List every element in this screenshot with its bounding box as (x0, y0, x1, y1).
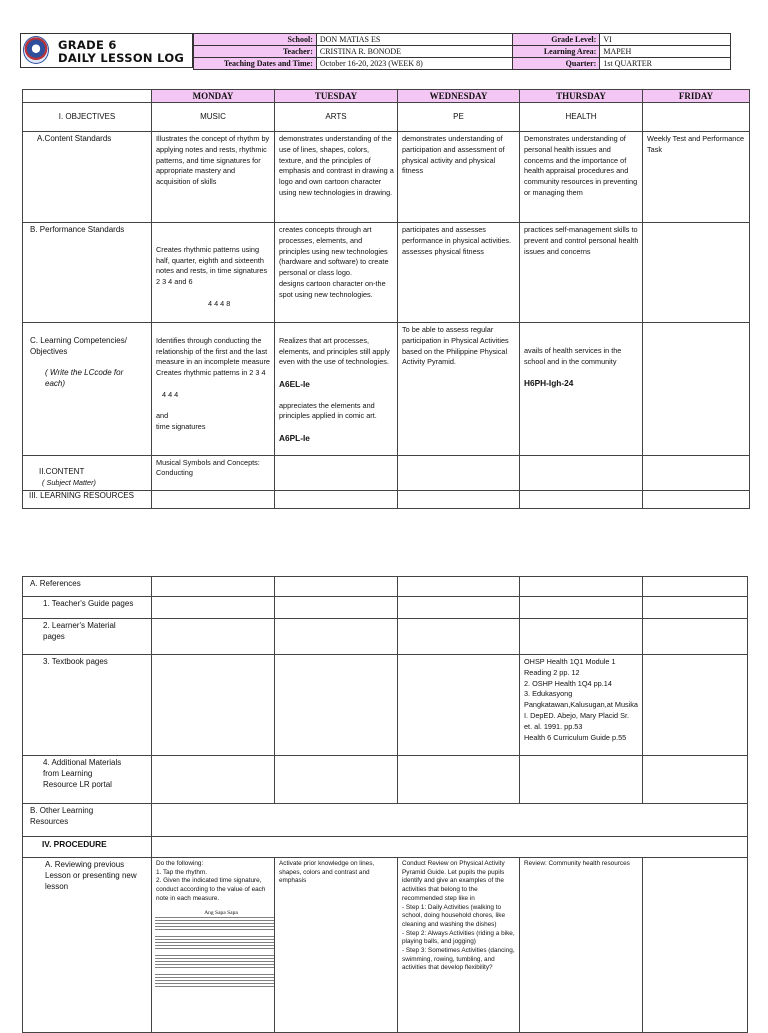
grade-level-label: Grade Level: (513, 34, 600, 46)
music-staff (155, 974, 275, 988)
textbook-health: OHSP Health 1Q1 Module 1 Reading 2 pp. 12 2. OSHP Health 1Q4 pp.14 3. Edukasyong Pangkatawan,Kalusugan,at Musika I. DepED. Abejo, Mary Placid Sr. et. al. 1991. pp.53 Health 6 Curriculum Guide p.55 (524, 657, 638, 742)
content-standard-friday: Weekly Test and Performance Task (647, 134, 745, 154)
subject-health: HEALTH (520, 103, 643, 132)
performance-standards-label: B. Performance Standards (30, 225, 125, 234)
corner-cell (23, 90, 152, 103)
competencies-label: C. Learning Competencies/ Objectives (30, 335, 127, 356)
competency-arts-code-1: A6EL-Ie (279, 378, 310, 389)
music-staff (155, 917, 275, 931)
header-info-table (193, 33, 731, 70)
dates-label: Teaching Dates and Time: (194, 58, 317, 70)
content-standard-pe: demonstrates understanding of participation and assessment of physical activity and physical fitness (402, 134, 505, 176)
school-value: DON MATIAS ES (316, 34, 513, 46)
performance-standard-pe: participates and assesses performance in physical activities. assesses physical fitness (402, 225, 512, 256)
teachers-guide-label: 1. Teacher's Guide pages (43, 599, 134, 608)
performance-standard-health: practices self-management skills to prevent and control personal health issues and concerns (524, 225, 639, 256)
competency-pe: To be able to assess regular participation in Physical Activities based on the Philippine Physical Activity Pyramid. (402, 325, 509, 367)
day-wednesday: WEDNESDAY (398, 90, 520, 103)
performance-standard-arts: creates concepts through art processes, elements, and principles using new technologies (hardware and software) to create personal or class logo. designs cartoon character on-the spot using new technologies. (279, 225, 389, 299)
competency-music-tail: and time signatures (156, 411, 206, 432)
competency-arts-code-2: A6PL-Ie (279, 432, 310, 443)
content-music: Musical Symbols and Concepts: Conducting (156, 457, 260, 478)
procedure-heading: IV. PROCEDURE (42, 839, 107, 849)
day-friday: FRIDAY (643, 90, 750, 103)
references-label: A. References (30, 579, 81, 588)
subject-friday (643, 103, 750, 132)
competencies-note: ( Write the LCcode for each) (45, 368, 124, 388)
school-label: School: (194, 34, 317, 46)
competency-arts-mid: appreciates the elements and principles applied in comic art. (279, 400, 377, 421)
subject-music: MUSIC (152, 103, 275, 132)
content-standard-health: Demonstrates understanding of personal health issues and concerns and the importance of health appraisal procedures and community resources in preventing or managing them (524, 134, 638, 197)
day-monday: MONDAY (152, 90, 275, 103)
sheet-music-image (155, 910, 275, 988)
day-tuesday: TUESDAY (275, 90, 398, 103)
deped-seal-icon (23, 36, 49, 64)
reviewing-health: Review: Community health resources (524, 860, 630, 867)
content-note: ( Subject Matter) (42, 477, 96, 487)
day-thursday: THURSDAY (520, 90, 643, 103)
performance-standard-music: Creates rhythmic patterns using half, quarter, eighth and sixteenth notes and rests, in time signatures 2 3 4 and 6 (156, 244, 268, 287)
additional-materials-label: 4. Additional Materials from Learning Resource LR portal (43, 758, 122, 789)
competency-music: Identifies through conducting the relationship of the first and the last measure in an incomplete measure Creates rhythmic patterns in 2 3 4 (156, 335, 270, 378)
grade-level-value: VI (600, 34, 731, 46)
dates-value: October 16-20, 2023 (WEEK 8) (316, 58, 513, 70)
learning-resources-heading: III. LEARNING RESOURCES (29, 490, 134, 500)
competency-health: avails of health services in the school and in the community (524, 345, 622, 366)
competency-health-code: H6PH-Igh-24 (524, 378, 574, 389)
subject-pe: PE (398, 103, 520, 132)
content-standard-arts: demonstrates understanding of the use of lines, shapes, colors, texture, and the principles of emphasis and contrast in drawing a logo and own cartoon character using new technologies in drawing. (279, 134, 394, 197)
content-standards-label: A.Content Standards (37, 134, 112, 143)
quarter-label: Quarter: (513, 58, 600, 70)
teacher-label: Teacher: (194, 46, 317, 58)
lesson-log-title: DAILY LESSON LOG (58, 51, 185, 65)
resources-procedure-table (22, 576, 748, 1033)
music-staff (155, 955, 275, 969)
grade-title: GRADE 6 (58, 38, 117, 52)
reviewing-arts: Activate prior knowledge on lines, shapes, colors and contrast and emphasis (279, 860, 375, 885)
learning-area-value: MAPEH (600, 46, 731, 58)
quarter-value: 1st QUARTER (600, 58, 731, 70)
competency-music-denoms: 4 4 4 (162, 389, 179, 399)
other-resources-label: B. Other Learning Resources (30, 806, 94, 826)
music-staff (155, 936, 275, 950)
sheet-music-title: Ang Sapa Sapa (204, 909, 238, 916)
objectives-table (22, 89, 750, 509)
reviewing-label: A. Reviewing previous Lesson or presenting new lesson (45, 860, 137, 891)
textbook-label: 3. Textbook pages (43, 657, 108, 666)
teacher-value: CRISTINA R. BONODE (316, 46, 513, 58)
content-heading: II.CONTENT (39, 466, 85, 476)
subject-arts: ARTS (275, 103, 398, 132)
content-standard-music: Illustrates the concept of rhythm by applying notes and rests, rhythmic patterns, and time signatures for appropriate mastery and acquisition of skills (156, 134, 270, 187)
performance-standard-music-denoms: 4 4 4 8 (208, 298, 231, 308)
competency-arts: Realizes that art processes, elements, and principles still apply even with the use of technologies. (279, 335, 390, 367)
learning-area-label: Learning Area: (513, 46, 600, 58)
reviewing-pe: Conduct Review on Physical Activity Pyramid Guide. Let pupils the pupils identify and give an examples of the activities that belong to the recommended step like in - Step 1: Daily Activities (walking to school, doing household chores, like cleaning and washing the dishes) - Step 2: Always Activities (riding a bike, playing balls, and jogging) - Step 3: Sometimes Activities (dancing, swimming, rowing, tumbling, and activities that develop flexibility? (402, 860, 515, 972)
reviewing-music: Do the following: 1. Tap the rhythm. 2. Given the indicated time signature, conduct according to the value of each note in each measure. (156, 860, 266, 902)
objectives-heading: I. OBJECTIVES (23, 103, 152, 132)
learners-material-label: 2. Learner's Material pages (43, 621, 116, 641)
